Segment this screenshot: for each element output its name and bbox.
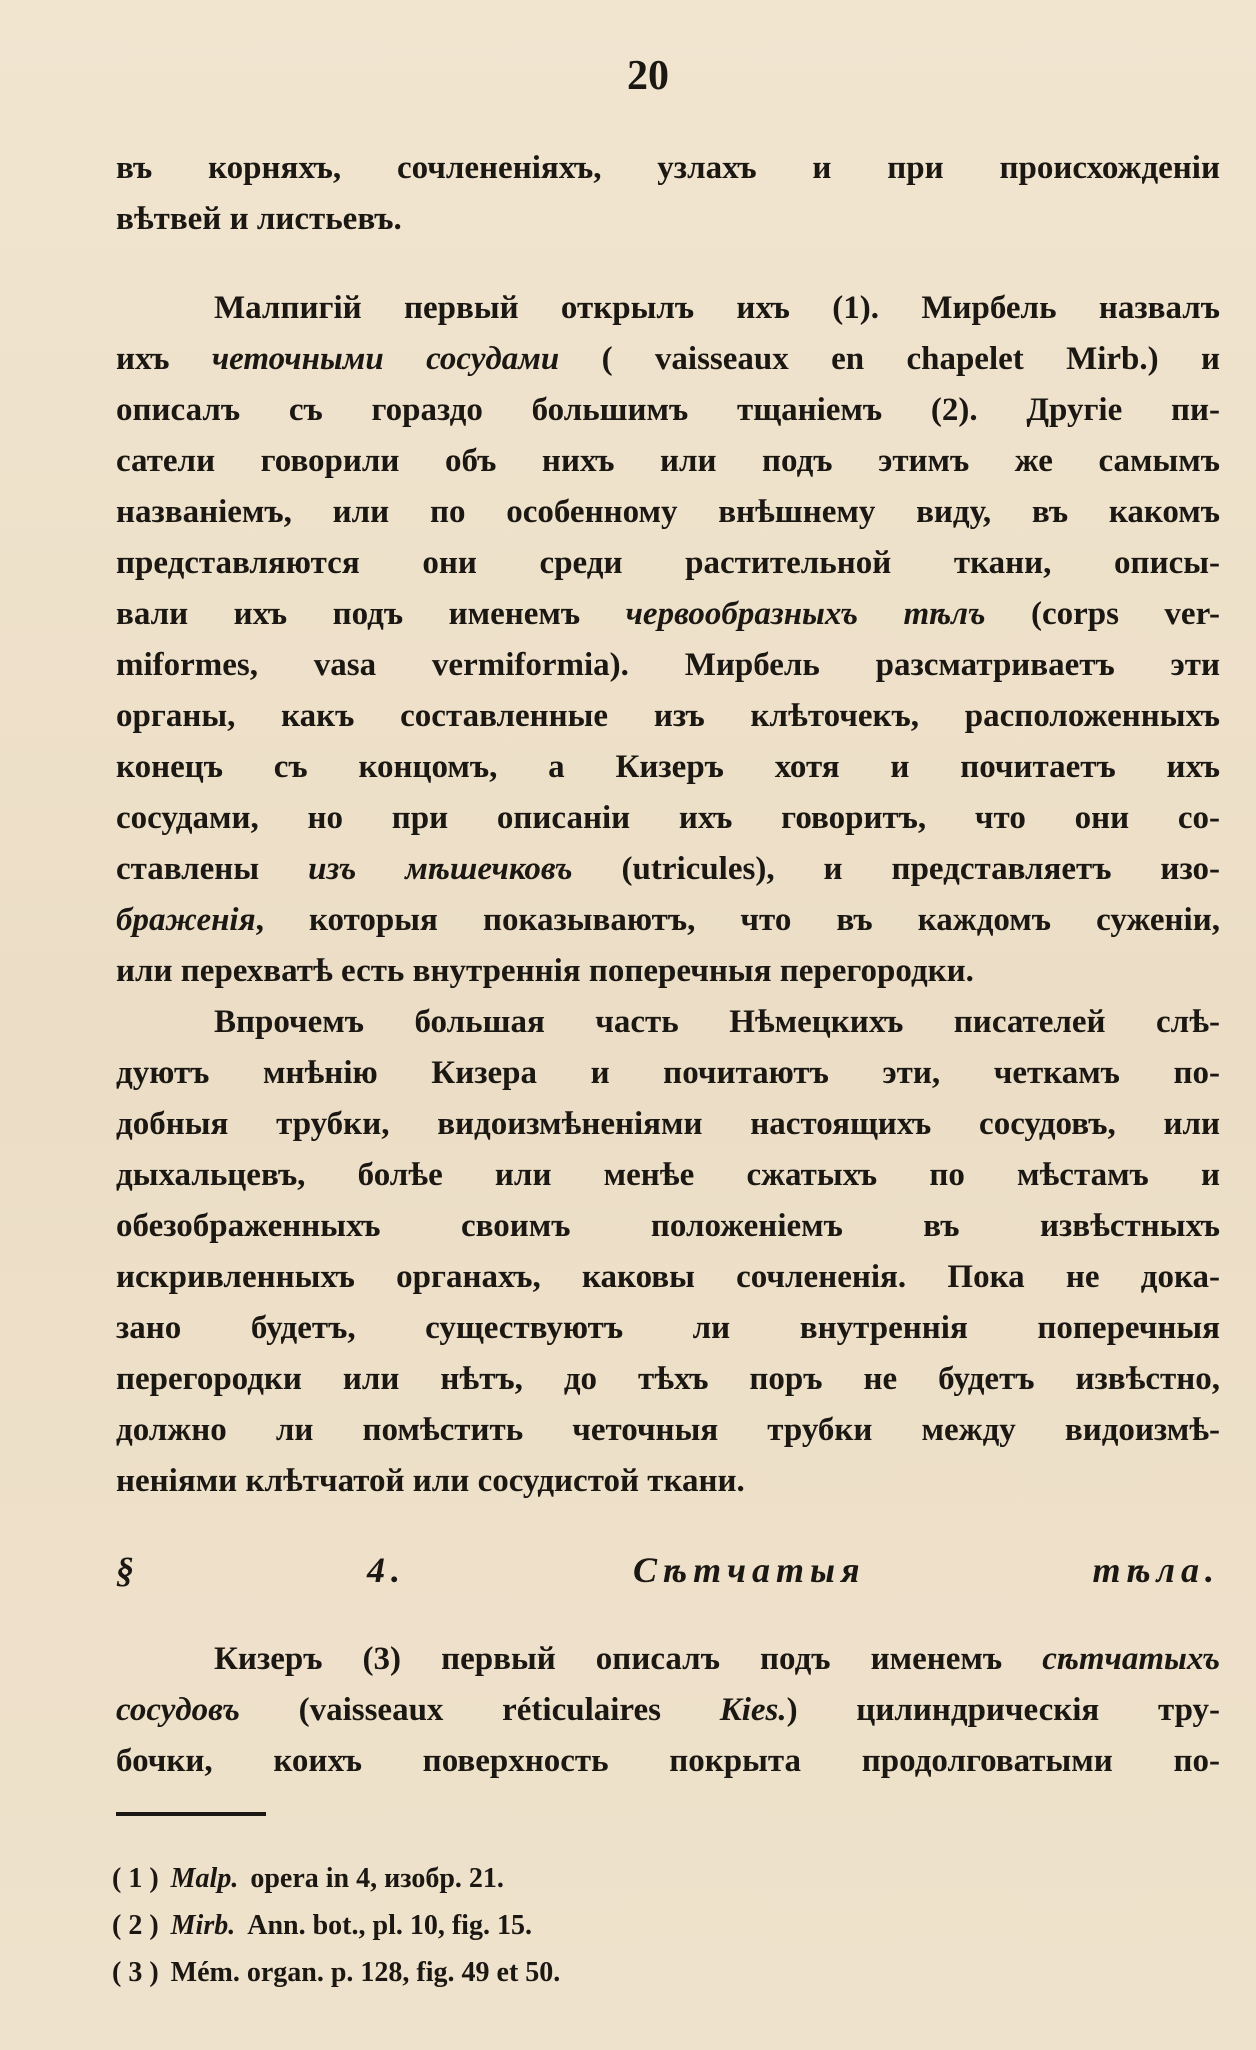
text-line: ставлены изъ мѣшечковъ (utricules), и представляетъ изо- [116, 851, 1220, 887]
text-line: сосудами, но при описаніи ихъ говоритъ, что они со- [116, 800, 1220, 836]
text-line: въ корняхъ, сочлененіяхъ, узлахъ и при происхожденіи [116, 150, 1220, 186]
paragraph-gap [116, 245, 1220, 283]
body-text [116, 143, 1220, 1787]
footnote [112, 1902, 1112, 1949]
section-heading: § 4. Сѣтчатыя тѣла. [116, 1550, 1220, 1590]
italic-term: Kies. [719, 1692, 787, 1728]
text-line: дыхальцевъ, болѣе или менѣе сжатыхъ по мѣстамъ и [116, 1157, 1220, 1193]
footnote-rule [116, 1812, 266, 1816]
italic-term: браженія [116, 902, 256, 938]
text-line: Малпигій первый открылъ ихъ (1). Мирбель назвалъ [214, 290, 1220, 326]
footnote-author: Malp. [170, 1863, 239, 1894]
text-line: органы, какъ составленные изъ клѣточекъ, расположенныхъ [116, 698, 1220, 734]
footnote-mark: ( 2 ) [112, 1910, 159, 1941]
text-line: сосудовъ (vaisseaux réticulaires Kies.) цилиндрическія тру- [116, 1692, 1221, 1728]
text-line: или перехватѣ есть внутреннія поперечныя перегородки. [116, 953, 974, 989]
text-line: браженія, которыя показываютъ, что въ каждомъ суженіи, [116, 902, 1220, 938]
italic-term: изъ мѣшечковъ [308, 851, 573, 887]
footnote [112, 1855, 1112, 1902]
footnote-mark: ( 1 ) [112, 1863, 159, 1894]
page-number: 20 [627, 53, 669, 99]
text-line: обезображенныхъ своимъ положеніемъ въ извѣстныхъ [116, 1208, 1220, 1244]
text-line: Кизеръ (3) первый описалъ подъ именемъ сѣтчатыхъ [214, 1641, 1220, 1677]
italic-term: сосудовъ [116, 1692, 240, 1728]
italic-term: сѣтчатыхъ [1042, 1641, 1220, 1677]
text-line: неніями клѣтчатой или сосудистой ткани. [116, 1463, 745, 1499]
footnote-text: Ann. bot., pl. 10, fig. 15. [247, 1910, 532, 1941]
text-line: представляются они среди растительной ткани, описы- [116, 545, 1220, 581]
text-line: описалъ съ гораздо большимъ тщаніемъ (2). Другіе пи- [116, 392, 1220, 428]
text-line: ихъ четочными сосудами ( vaisseaux en chapelet Mirb.) и [116, 341, 1221, 377]
text-line: Впрочемъ большая часть Нѣмецкихъ писателей слѣ- [214, 1004, 1220, 1040]
footnote-text: Mém. organ. p. 128, fig. 49 et 50. [170, 1957, 561, 1988]
text-line: вали ихъ подъ именемъ червообразныхъ тѣлъ (corps ver- [116, 596, 1220, 632]
text-line: искривленныхъ органахъ, каковы сочлененія. Пока не дока- [116, 1259, 1220, 1295]
text-line: miformes, vasa vermiformia). Мирбель разсматриваетъ эти [116, 647, 1220, 683]
text-line: дуютъ мнѣнію Кизера и почитаютъ эти, четкамъ по- [116, 1055, 1220, 1091]
text-line: перегородки или нѣтъ, до тѣхъ поръ не будетъ извѣстно, [116, 1361, 1220, 1397]
italic-term: червообразныхъ тѣлъ [625, 596, 986, 632]
paragraph-gap [116, 1507, 1220, 1545]
paragraph-gap [116, 1596, 1220, 1634]
text-line: зано будетъ, существуютъ ли внутреннія поперечныя [116, 1310, 1220, 1346]
footnote-mark: ( 3 ) [112, 1957, 159, 1988]
text-line: названіемъ, или по особенному внѣшнему виду, въ какомъ [116, 494, 1220, 530]
footnote-text: opera in 4, изобр. 21. [250, 1863, 504, 1894]
text-line: добныя трубки, видоизмѣненіями настоящихъ сосудовъ, или [116, 1106, 1220, 1142]
text-line: бочки, коихъ поверхность покрыта продолговатыми по- [116, 1743, 1220, 1779]
footnotes [112, 1855, 1112, 1996]
footnote-author: Mirb. [170, 1910, 236, 1941]
text-line: вѣтвей и листьевъ. [116, 201, 402, 237]
footnote [112, 1949, 1112, 1996]
text-line: сатели говорили объ нихъ или подъ этимъ же самымъ [116, 443, 1220, 479]
text-line: конецъ съ концомъ, а Кизеръ хотя и почитаетъ ихъ [116, 749, 1220, 785]
text-line: должно ли помѣстить четочныя трубки между видоизмѣ- [116, 1412, 1220, 1448]
italic-term: четочными сосудами [211, 341, 560, 377]
